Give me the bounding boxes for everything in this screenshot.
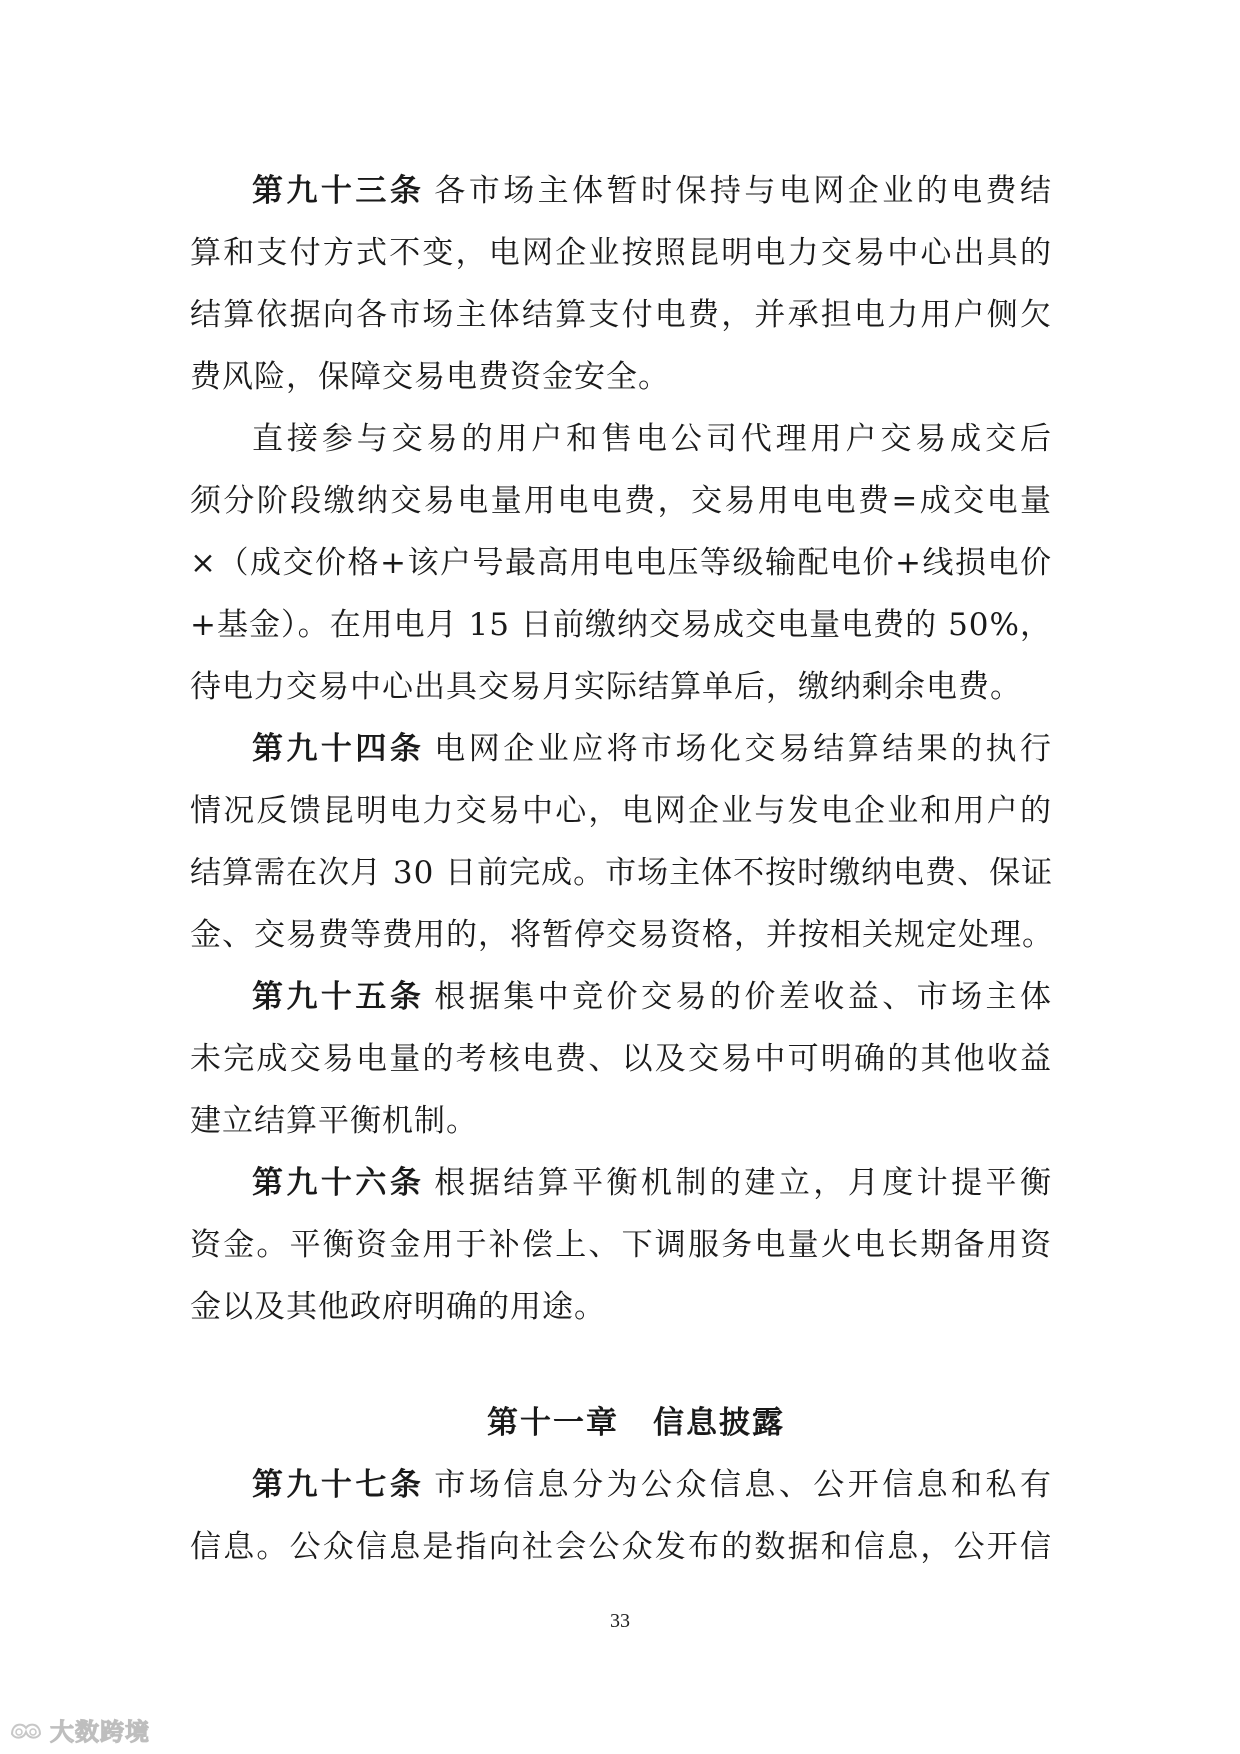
page-number: 33 xyxy=(610,1610,630,1632)
paragraph-line-1: 直接参与交易的用户和售电公司代理用户交易成交后 xyxy=(252,421,1052,457)
article-94-line-2: 情况反馈昆明电力交易中心，电网企业与发电企业和用户的 xyxy=(190,793,1052,829)
document-page xyxy=(190,160,1052,1578)
article-95-head: 第九十五条 xyxy=(252,979,425,1015)
article-95-line-2: 未完成交易电量的考核电费、以及交易中可明确的其他收益 xyxy=(190,1041,1052,1077)
article-94-line-1: 第九十四条 电网企业应将市场化交易结算结果的执行 xyxy=(252,731,1053,767)
article-93 xyxy=(190,160,1052,408)
article-97-line-2: 信息。公众信息是指向社会公众发布的数据和信息，公开信 xyxy=(190,1529,1052,1565)
article-94-line-3: 结算需在次月 30 日前完成。市场主体不按时缴纳电费、保证 xyxy=(190,855,1054,891)
chapter-heading xyxy=(190,1392,1052,1454)
article-95 xyxy=(190,966,1052,1152)
article-97-head: 第九十七条 xyxy=(252,1467,425,1503)
article-95-line-1: 第九十五条 根据集中竞价交易的价差收益、市场主体 xyxy=(252,979,1053,1015)
watermark xyxy=(8,1712,150,1747)
article-93-paragraph-2 xyxy=(190,408,1052,718)
article-94 xyxy=(190,718,1052,966)
paragraph-line-4: +基金）。在用电月 15 日前缴纳交易成交电量电费的 50%， xyxy=(190,607,1052,643)
article-97 xyxy=(190,1454,1052,1578)
article-94-line-4: 金、交易费等费用的，将暂停交易资格，并按相关规定处理。 xyxy=(190,917,1054,953)
chapter-number: 第十一章 xyxy=(487,1405,619,1441)
paragraph-line-3: ×（成交价格+该户号最高用电电压等级输配电价+线损电价 xyxy=(190,545,1052,581)
article-95-line-3: 建立结算平衡机制。 xyxy=(190,1103,478,1139)
watermark-text: 大数跨境 xyxy=(50,1718,150,1746)
article-93-line-4: 费风险，保障交易电费资金安全。 xyxy=(190,359,670,395)
article-93-head: 第九十三条 xyxy=(252,173,425,209)
article-93-line-1: 第九十三条 各市场主体暂时保持与电网企业的电费结 xyxy=(252,173,1053,209)
watermark-logo-icon xyxy=(8,1716,44,1744)
article-96 xyxy=(190,1152,1052,1338)
chapter-title: 信息披露 xyxy=(653,1405,785,1441)
paragraph-line-2: 须分阶段缴纳交易电量用电电费，交易用电电费=成交电量 xyxy=(190,483,1052,519)
article-96-head: 第九十六条 xyxy=(252,1165,425,1201)
article-93-line-3: 结算依据向各市场主体结算支付电费，并承担电力用户侧欠 xyxy=(190,297,1052,333)
article-96-line-3: 金以及其他政府明确的用途。 xyxy=(190,1289,606,1325)
article-97-line-1: 第九十七条 市场信息分为公众信息、公开信息和私有 xyxy=(252,1467,1053,1503)
article-96-line-1: 第九十六条 根据结算平衡机制的建立，月度计提平衡 xyxy=(252,1165,1053,1201)
article-96-line-2: 资金。平衡资金用于补偿上、下调服务电量火电长期备用资 xyxy=(190,1227,1052,1263)
article-94-head: 第九十四条 xyxy=(252,731,425,767)
article-93-line-2: 算和支付方式不变，电网企业按照昆明电力交易中心出具的 xyxy=(190,235,1052,271)
paragraph-line-5: 待电力交易中心出具交易月实际结算单后，缴纳剩余电费。 xyxy=(190,669,1022,705)
